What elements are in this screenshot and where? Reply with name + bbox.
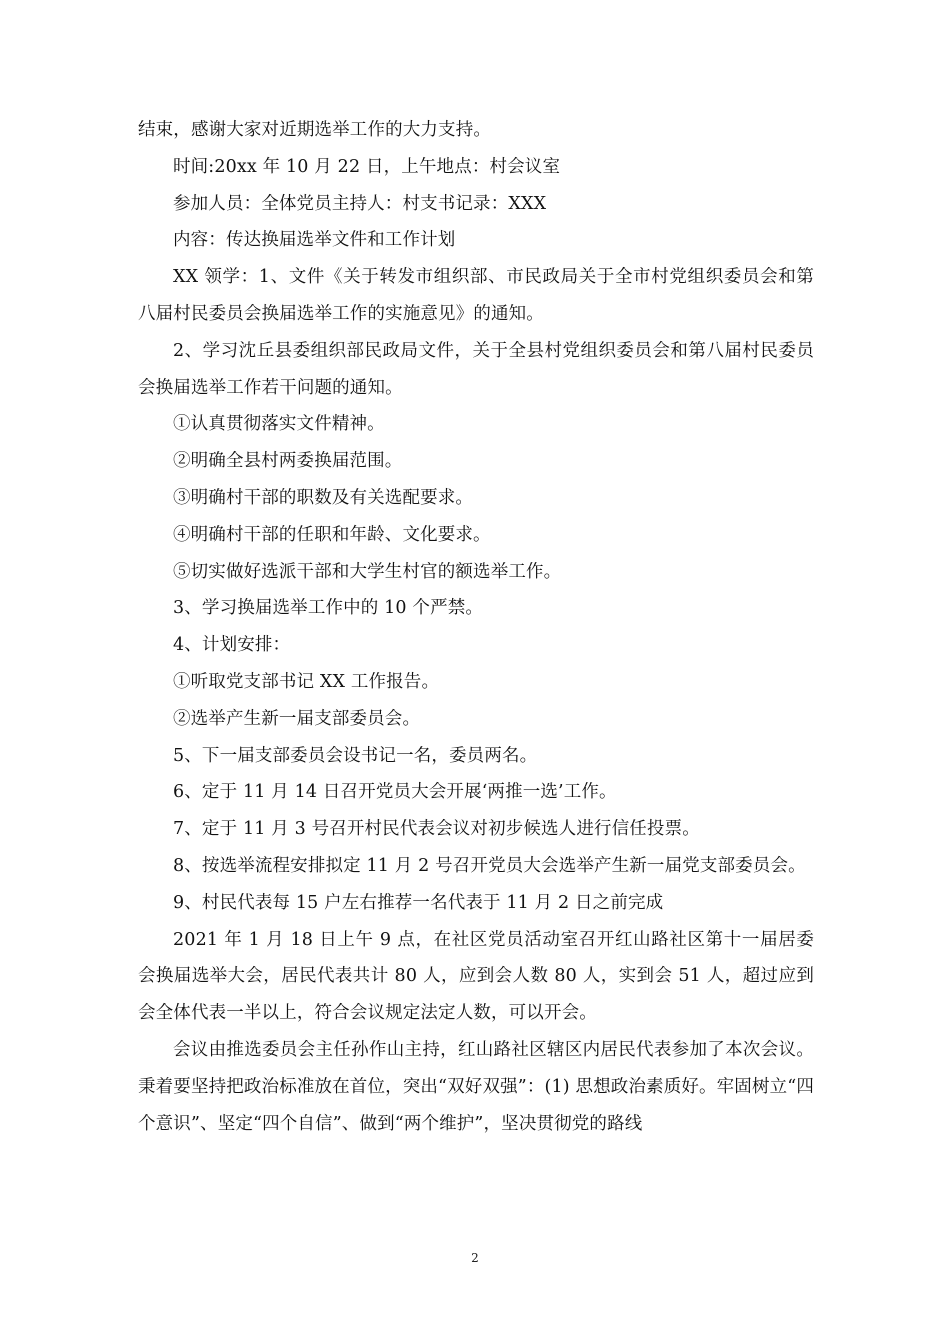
list-item: ①听取党支部书记 XX 工作报告。 [173,671,440,692]
paragraph: XX 领学：1、文件《关于转发市组织部、市民政局关于全市村党组织委员会和第八届村民委员会换届选举工作的实施意见》的通知。 [138,267,814,324]
paragraph: 时间:20xx 年 10 月 22 日，上午地点：村会议室 [173,156,561,177]
list-item: ①认真贯彻落实文件精神。 [173,414,385,435]
list-item: ⑤切实做好选派干部和大学生村官的额选举工作。 [173,561,562,582]
paragraph: 6、定于 11 月 14 日召开党员大会开展‘两推一选’工作。 [173,782,617,803]
list-item: ③明确村干部的职数及有关选配要求。 [173,487,474,508]
paragraph: 5、下一届支部委员会设书记一名，委员两名。 [173,745,538,766]
paragraph: 3、学习换届选举工作中的 10 个严禁。 [173,598,484,619]
paragraph: 7、定于 11 月 3 号召开村民代表会议对初步候选人进行信任投票。 [173,819,700,840]
paragraph: 2021 年 1 月 18 日上午 9 点，在社区党员活动室召开红山路社区第十一届居委会换届选举大会，居民代表共计 80 人，应到会人数 80 人，实到会 51 人，超过应到会全体代表一半以上，符合会议规定法定人数，可以开会。 [138,929,814,1024]
page-number: 2 [471,1251,479,1265]
list-item: ②明确全县村两委换届范围。 [173,451,403,472]
paragraph: 4、计划安排： [173,635,291,656]
document-body [138,112,814,1142]
paragraph: 9、村民代表每 15 户左右推荐一名代表于 11 月 2 日之前完成 [173,892,664,913]
paragraph: 内容：传达换届选举文件和工作计划 [173,230,456,251]
paragraph: 2、学习沈丘县委组织部民政局文件，关于全县村党组织委员会和第八届村民委员会换届选举工作若干问题的通知。 [138,340,814,398]
paragraph: 参加人员：全体党员主持人：村支书记录：XXX [173,193,547,214]
paragraph: 结束，感谢大家对近期选举工作的大力支持。 [138,120,491,140]
list-item: ②选举产生新一届支部委员会。 [173,708,421,729]
paragraph: 8、按选举流程安排拟定 11 月 2 号召开党员大会选举产生新一届党支部委员会。 [173,855,806,876]
list-item: ④明确村干部的任职和年龄、文化要求。 [173,524,491,545]
paragraph: 会议由推选委员会主任孙作山主持，红山路社区辖区内居民代表参加了本次会议。秉着要坚持把政治标准放在首位，突出“双好双强”：(1) 思想政治素质好。牢固树立“四个意识”、坚定“四个自信”、做到“两个维护”，坚决贯彻党的路线 [138,1039,814,1134]
